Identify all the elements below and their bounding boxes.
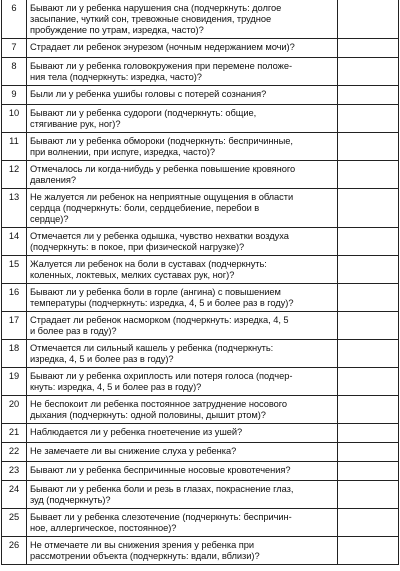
question-row (2, 284, 399, 312)
question-row (2, 509, 399, 537)
question-text: Бывают ли у ребенка судороги (подчеркнуть: общие, стягивание рук, ног)? (27, 105, 338, 133)
answer-cell[interactable] (338, 228, 399, 256)
question-text: Бывают ли у ребенка боли в горле (ангина) с повышением температуры (подчеркнуть: изредка, 4, 5 и более раз в году)? (27, 284, 338, 312)
questionnaire-table (1, 0, 399, 565)
question-row (2, 481, 399, 509)
answer-cell[interactable] (338, 189, 399, 228)
question-text: Бывают ли у ребенка нарушения сна (подчеркнуть: долгое засыпание, чуткий сон, тревожные сновидения, трудное пробуждение по утрам, изредка, часто)? (27, 0, 338, 39)
question-row (2, 39, 399, 58)
question-row (2, 312, 399, 340)
question-number: 20 (2, 396, 27, 424)
question-number: 19 (2, 368, 27, 396)
answer-cell[interactable] (338, 509, 399, 537)
question-row (2, 368, 399, 396)
question-row (2, 340, 399, 368)
question-number: 14 (2, 228, 27, 256)
question-text: Бывает ли у ребенка слезотечение (подчеркнуть: беспричин- ное, аллергическое, постоянное)? (27, 509, 338, 537)
question-row (2, 443, 399, 462)
question-text: Бывают ли у ребенка боли и резь в глазах, покраснение глаз, зуд (подчеркнуть)? (27, 481, 338, 509)
answer-cell[interactable] (338, 462, 399, 481)
answer-cell[interactable] (338, 0, 399, 39)
answer-cell[interactable] (338, 161, 399, 189)
question-number: 13 (2, 189, 27, 228)
question-row (2, 396, 399, 424)
question-number: 21 (2, 424, 27, 443)
answer-cell[interactable] (338, 256, 399, 284)
question-number: 12 (2, 161, 27, 189)
answer-cell[interactable] (338, 368, 399, 396)
question-text: Бывают ли у ребенка обмороки (подчеркнуть: беспричинные, при волнении, при испуге, изредка, часто)? (27, 133, 338, 161)
questionnaire-body (2, 0, 399, 565)
question-row (2, 189, 399, 228)
answer-cell[interactable] (338, 340, 399, 368)
question-number: 10 (2, 105, 27, 133)
question-number: 22 (2, 443, 27, 462)
question-number: 26 (2, 537, 27, 565)
question-number: 8 (2, 58, 27, 86)
question-text: Бывают ли у ребенка охриплость или потеря голоса (подчер- кнуть: изредка, 4, 5 и более раз в году)? (27, 368, 338, 396)
answer-cell[interactable] (338, 424, 399, 443)
question-text: Страдает ли ребенок насморком (подчеркнуть: изредка, 4, 5 и более раз в году)? (27, 312, 338, 340)
question-row (2, 133, 399, 161)
question-number: 16 (2, 284, 27, 312)
question-text: Не жалуется ли ребенок на неприятные ощущения в области сердца (подчеркнуть: боли, сердцебиение, перебои в сердце)? (27, 189, 338, 228)
question-text: Были ли у ребенка ушибы головы с потерей сознания? (27, 86, 338, 105)
answer-cell[interactable] (338, 443, 399, 462)
answer-cell[interactable] (338, 312, 399, 340)
question-row (2, 424, 399, 443)
question-row (2, 537, 399, 565)
answer-cell[interactable] (338, 537, 399, 565)
question-number: 15 (2, 256, 27, 284)
question-text: Отмечается ли у ребенка одышка, чувство нехватки воздуха (подчеркнуть: в покое, при физической нагрузке)? (27, 228, 338, 256)
question-text: Не отмечаете ли вы снижения зрения у ребенка при рассмотрении объекта (подчеркнуть: вдали, вблизи)? (27, 537, 338, 565)
question-row (2, 0, 399, 39)
question-number: 23 (2, 462, 27, 481)
question-text: Не беспокоит ли ребенка постоянное затруднение носового дыхания (подчеркнуть: одной половины, дышит ртом)? (27, 396, 338, 424)
answer-cell[interactable] (338, 105, 399, 133)
question-row (2, 161, 399, 189)
question-row (2, 105, 399, 133)
question-text: Страдает ли ребенок энурезом (ночным недержанием мочи)? (27, 39, 338, 58)
answer-cell[interactable] (338, 481, 399, 509)
question-number: 9 (2, 86, 27, 105)
question-number: 24 (2, 481, 27, 509)
question-number: 17 (2, 312, 27, 340)
question-text: Жалуется ли ребенок на боли в суставах (подчеркнуть: коленных, локтевых, мелких суставах рук, ног)? (27, 256, 338, 284)
question-text: Наблюдается ли у ребенка гноетечение из ушей? (27, 424, 338, 443)
answer-cell[interactable] (338, 396, 399, 424)
question-row (2, 462, 399, 481)
question-text: Бывают ли у ребенка головокружения при перемене положе- ния тела (подчеркнуть: изредка, часто)? (27, 58, 338, 86)
question-row (2, 58, 399, 86)
question-number: 11 (2, 133, 27, 161)
answer-cell[interactable] (338, 58, 399, 86)
answer-cell[interactable] (338, 86, 399, 105)
question-row (2, 256, 399, 284)
question-number: 18 (2, 340, 27, 368)
question-row (2, 86, 399, 105)
question-number: 7 (2, 39, 27, 58)
question-number: 6 (2, 0, 27, 39)
question-text: Отмечается ли сильный кашель у ребенка (подчеркнуть: изредка, 4, 5 и более раз в году)? (27, 340, 338, 368)
question-text: Не замечаете ли вы снижение слуха у ребенка? (27, 443, 338, 462)
answer-cell[interactable] (338, 133, 399, 161)
question-number: 25 (2, 509, 27, 537)
question-text: Отмечалось ли когда-нибудь у ребенка повышение кровяного давления? (27, 161, 338, 189)
answer-cell[interactable] (338, 284, 399, 312)
question-row (2, 228, 399, 256)
question-text: Бывают ли у ребенка беспричинные носовые кровотечения? (27, 462, 338, 481)
answer-cell[interactable] (338, 39, 399, 58)
